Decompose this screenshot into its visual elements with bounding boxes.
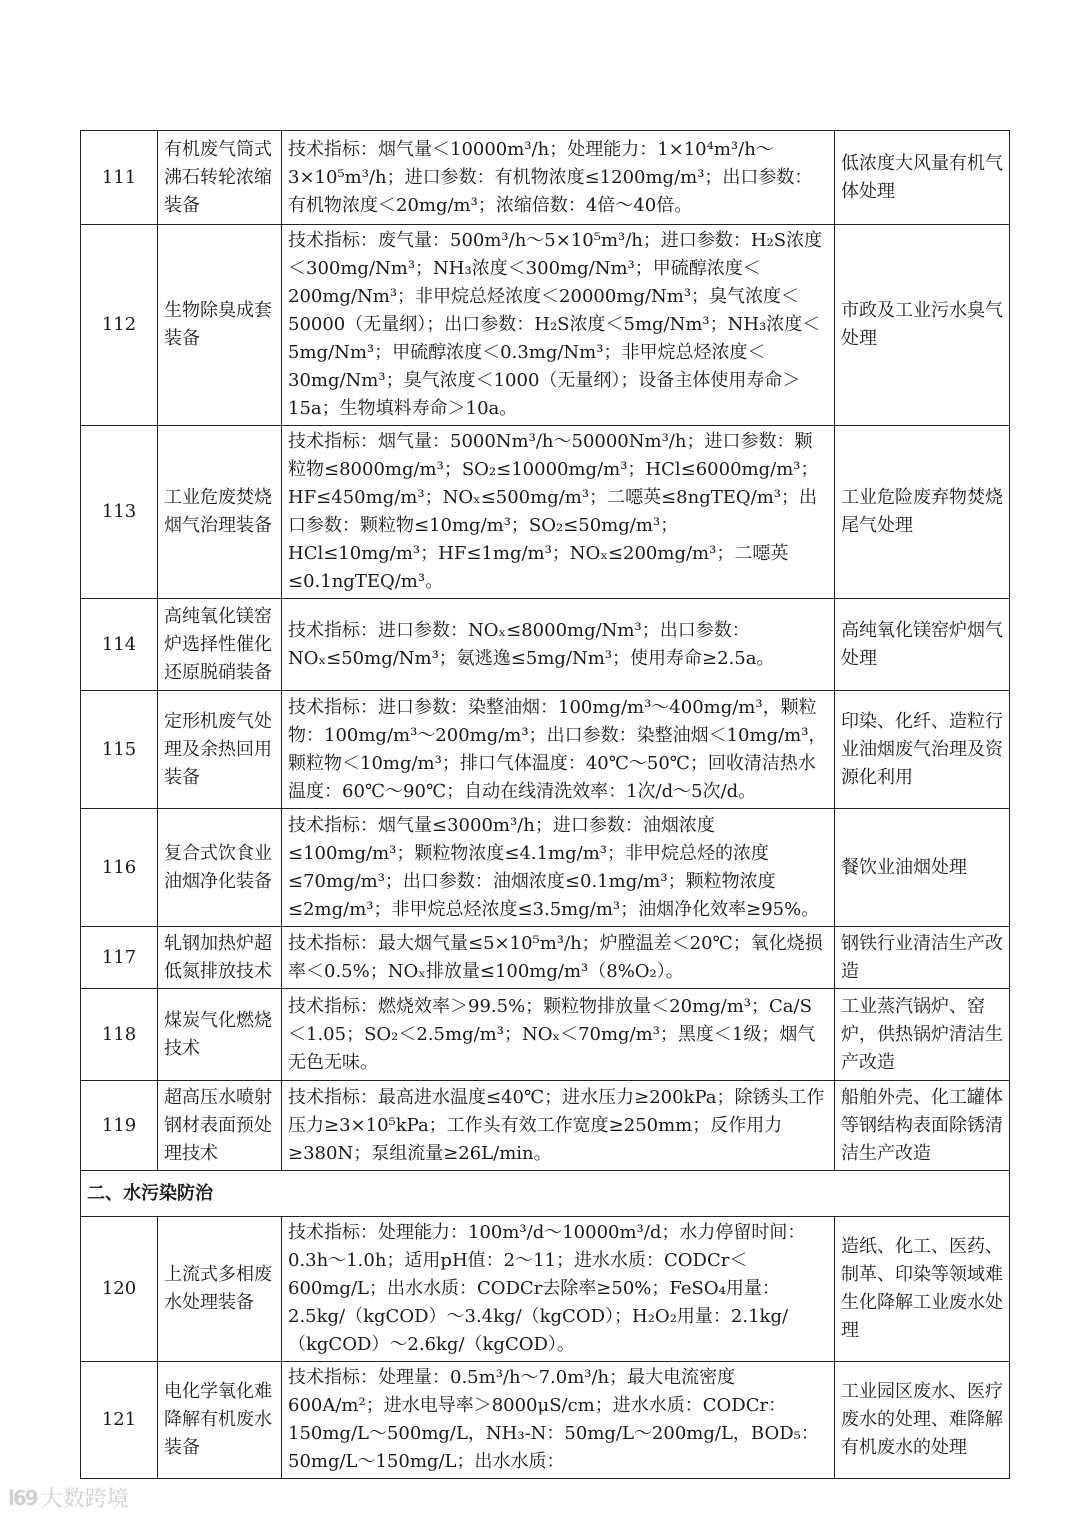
item-number: 113 — [81, 426, 158, 599]
item-application: 造纸、化工、医药、制革、印染等领域难生化降解工业废水处理 — [835, 1217, 1010, 1362]
watermark — [8, 1482, 129, 1513]
table-row — [81, 131, 1010, 225]
item-application: 工业蒸汽锅炉、窑炉，供热锅炉清洁生产改造 — [835, 989, 1010, 1081]
item-number: 114 — [81, 599, 158, 691]
item-name: 上流式多相废水处理装备 — [158, 1217, 282, 1362]
table-row — [81, 1362, 1010, 1479]
item-application: 印染、化纤、造粒行业油烟废气治理及资源化利用 — [835, 691, 1010, 809]
item-number: 120 — [81, 1217, 158, 1362]
item-name: 定形机废气处理及余热回用装备 — [158, 691, 282, 809]
item-spec: 技术指标：处理量：0.5m³/h～7.0m³/h；最大电流密度600A/m²；进水电导率＞8000μS/cm；进水水质：CODCr：150mg/L～500mg/L，NH₃-N：50mg/L～200mg/L，BOD₅：50mg/L～150mg/L；出水水质： — [282, 1362, 835, 1479]
item-name: 有机废气筒式沸石转轮浓缩装备 — [158, 131, 282, 225]
item-number: 115 — [81, 691, 158, 809]
item-name: 工业危废焚烧烟气治理装备 — [158, 426, 282, 599]
watermark-text: 大数跨境 — [40, 1487, 129, 1512]
table-row — [81, 1217, 1010, 1362]
item-name: 生物除臭成套装备 — [158, 225, 282, 426]
item-spec: 技术指标：烟气量≤3000m³/h；进口参数：油烟浓度≤100mg/m³；颗粒物浓度≤4.1mg/m³；非甲烷总烃的浓度≤70mg/m³；出口参数：油烟浓度≤0.1mg/m³；颗粒物浓度≤2mg/m³；非甲烷总烃浓度≤3.5mg/m³；油烟净化效率≥95%。 — [282, 809, 835, 927]
item-spec: 技术指标：烟气量：5000Nm³/h～50000Nm³/h；进口参数：颗粒物≤8000mg/m³；SO₂≤10000mg/m³；HCl≤6000mg/m³；HF≤450mg/m³；NOₓ≤500mg/m³；二噁英≤8ngTEQ/m³；出口参数：颗粒物≤10mg/m³；SO₂≤50mg/m³；HCl≤10mg/m³；HF≤1mg/m³；NOₓ≤200mg/m³；二噁英≤0.1ngTEQ/m³。 — [282, 426, 835, 599]
item-application: 高纯氧化镁窑炉烟气处理 — [835, 599, 1010, 691]
item-application: 餐饮业油烟处理 — [835, 809, 1010, 927]
table-row — [81, 691, 1010, 809]
item-spec: 技术指标：进口参数：NOₓ≤8000mg/Nm³；出口参数：NOₓ≤50mg/Nm³；氨逃逸≤5mg/Nm³；使用寿命≥2.5a。 — [282, 599, 835, 691]
equipment-table — [80, 130, 1010, 1479]
item-number: 119 — [81, 1081, 158, 1171]
item-name: 复合式饮食业油烟净化装备 — [158, 809, 282, 927]
item-spec: 技术指标：最高进水温度≤40℃；进水压力≥200kPa；除锈头工作压力≥3×10⁵kPa；工作头有效工作宽度≥250mm；反作用力≥380N；泵组流量≥26L/min。 — [282, 1081, 835, 1171]
table-row — [81, 599, 1010, 691]
item-number: 121 — [81, 1362, 158, 1479]
item-spec: 技术指标：废气量：500m³/h～5×10⁵m³/h；进口参数：H₂S浓度＜300mg/Nm³；NH₃浓度＜300mg/Nm³；甲硫醇浓度＜200mg/Nm³；非甲烷总烃浓度＜20000mg/Nm³；臭气浓度＜50000（无量纲）；出口参数：H₂S浓度＜5mg/Nm³；NH₃浓度＜5mg/Nm³；甲硫醇浓度＜0.3mg/Nm³；非甲烷总烃浓度＜30mg/Nm³；臭气浓度＜1000（无量纲）；设备主体使用寿命＞15a；生物填料寿命＞10a。 — [282, 225, 835, 426]
item-name: 电化学氧化难降解有机废水装备 — [158, 1362, 282, 1479]
table-row — [81, 426, 1010, 599]
item-name: 高纯氧化镁窑炉选择性催化还原脱硝装备 — [158, 599, 282, 691]
item-spec: 技术指标：进口参数：染整油烟：100mg/m³～400mg/m³，颗粒物：100mg/m³～200mg/m³；出口参数：染整油烟＜10mg/m³，颗粒物＜10mg/m³；排口气体温度：40℃～50℃；回收清洁热水温度：60℃～90℃；自动在线清洗效率：1次/d～5次/d。 — [282, 691, 835, 809]
item-application: 低浓度大风量有机气体处理 — [835, 131, 1010, 225]
table-row — [81, 1081, 1010, 1171]
item-application: 船舶外壳、化工罐体等钢结构表面除锈清洁生产改造 — [835, 1081, 1010, 1171]
table-row — [81, 989, 1010, 1081]
item-number: 112 — [81, 225, 158, 426]
item-number: 111 — [81, 131, 158, 225]
item-number: 117 — [81, 927, 158, 989]
item-application: 市政及工业污水臭气处理 — [835, 225, 1010, 426]
section-title: 二、水污染防治 — [81, 1171, 1010, 1217]
item-spec: 技术指标：燃烧效率＞99.5%；颗粒物排放量＜20mg/m³；Ca/S＜1.05；SO₂＜2.5mg/m³；NOₓ＜70mg/m³；黑度＜1级；烟气无色无味。 — [282, 989, 835, 1081]
item-application: 钢铁行业清洁生产改造 — [835, 927, 1010, 989]
item-spec: 技术指标：处理能力：100m³/d～10000m³/d；水力停留时间：0.3h～1.0h；适用pH值：2～11；进水水质：CODCr＜600mg/L；出水水质：CODCr去除率≥50%；FeSO₄用量：2.5kg/（kgCOD）～3.4kg/（kgCOD）；H₂O₂用量：2.1kg/（kgCOD）～2.6kg/（kgCOD）。 — [282, 1217, 835, 1362]
item-spec: 技术指标：最大烟气量≤5×10⁵m³/h；炉膛温差＜20℃；氧化烧损率＜0.5%；NOₓ排放量≤100mg/m³（8%O₂）。 — [282, 927, 835, 989]
item-name: 超高压水喷射钢材表面预处理技术 — [158, 1081, 282, 1171]
watermark-logo-icon: l69 — [8, 1485, 37, 1510]
item-number: 118 — [81, 989, 158, 1081]
item-name: 轧钢加热炉超低氮排放技术 — [158, 927, 282, 989]
item-application: 工业危险废弃物焚烧尾气处理 — [835, 426, 1010, 599]
item-name: 煤炭气化燃烧技术 — [158, 989, 282, 1081]
section-row — [81, 1171, 1010, 1217]
table-row — [81, 225, 1010, 426]
table-row — [81, 809, 1010, 927]
item-spec: 技术指标：烟气量＜10000m³/h；处理能力：1×10⁴m³/h～3×10⁵m³/h；进口参数：有机物浓度≤1200mg/m³；出口参数：有机物浓度＜20mg/m³；浓缩倍数：4倍～40倍。 — [282, 131, 835, 225]
item-number: 116 — [81, 809, 158, 927]
item-application: 工业园区废水、医疗废水的处理、难降解有机废水的处理 — [835, 1362, 1010, 1479]
table-row — [81, 927, 1010, 989]
